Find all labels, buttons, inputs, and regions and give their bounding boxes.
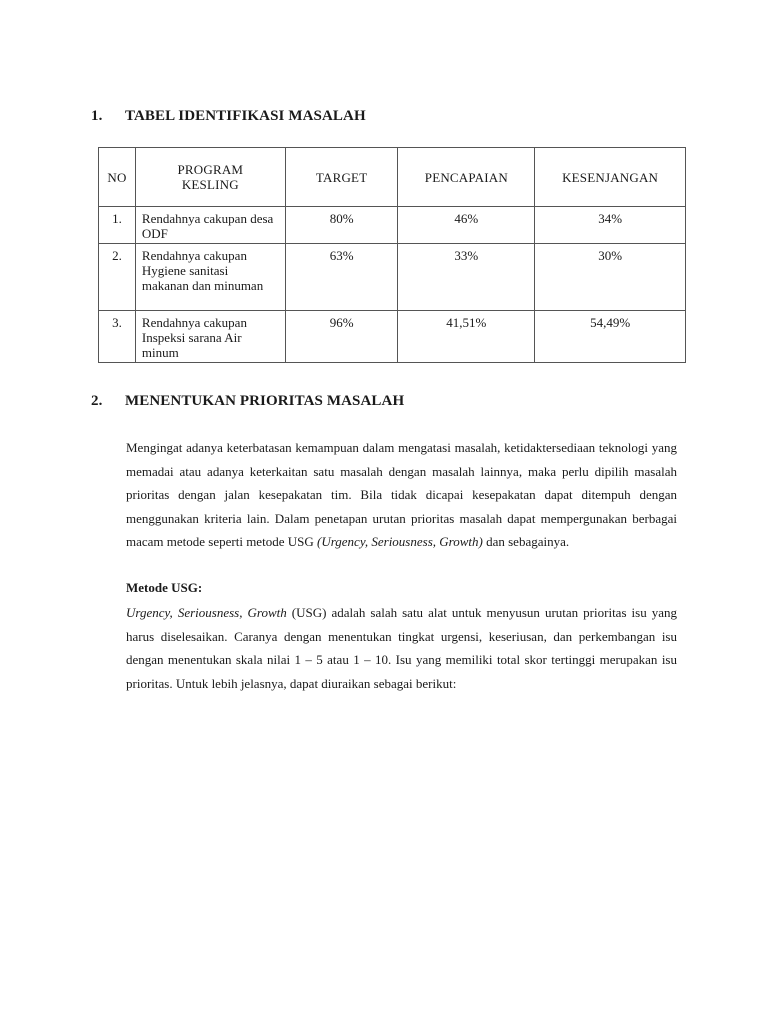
section-title: MENENTUKAN PRIORITAS MASALAH [125,393,405,409]
cell-program: Rendahnya cakupan desa ODF [135,207,285,244]
priority-paragraph [126,436,677,554]
header-pencapaian: PENCAPAIAN [398,148,535,207]
usg-method-title: Metode USG: [126,580,203,595]
usg-text: (USG) adalah salah satu alat untuk menyusun urutan prioritas isu yang harus diselesaikan. Caranya dengan menentukan tingkat urgensi, keseriusan, dan perkembangan isu dengan menentukan skala nilai 1 – 5 atau 1 – 10. Isu yang memiliki total skor tertinggi merupakan isu prioritas. Untuk lebih jelasnya, dapat diuraikan sebagai berikut: [126,605,677,691]
cell-no: 2. [99,244,136,311]
usg-paragraph [126,601,677,695]
cell-pencapaian: 46% [398,207,535,244]
cell-pencapaian: 41,51% [398,311,535,363]
section-title: TABEL IDENTIFIKASI MASALAH [125,108,366,124]
cell-kesenjangan: 34% [535,207,686,244]
cell-no: 1. [99,207,136,244]
table-row [99,207,686,244]
cell-kesenjangan: 30% [535,244,686,311]
header-program: PROGRAM KESLING [135,148,285,207]
cell-program: Rendahnya cakupan Hygiene sanitasi makanan dan minuman [135,244,285,311]
header-kesenjangan: KESENJANGAN [535,148,686,207]
table-row [99,244,686,311]
cell-target: 63% [285,244,398,311]
table-header-row [99,148,686,207]
problem-identification-table [98,147,686,363]
cell-target: 80% [285,207,398,244]
paragraph-tail: dan sebagainya. [482,534,570,549]
section-2-heading [91,393,404,410]
cell-pencapaian: 33% [398,244,535,311]
section-number: 1. [91,108,103,124]
usg-italic: Urgency, Seriousness, Growth [126,605,287,620]
section-1-heading [91,108,366,125]
cell-kesenjangan: 54,49% [535,311,686,363]
cell-target: 96% [285,311,398,363]
header-target: TARGET [285,148,398,207]
table-row [99,311,686,363]
cell-program: Rendahnya cakupan Inspeksi sarana Air minum [135,311,285,363]
header-no: NO [99,148,136,207]
section-number: 2. [91,393,103,409]
paragraph-text: Mengingat adanya keterbatasan kemampuan dalam mengatasi masalah, ketidaktersediaan teknologi yang memadai atau adanya keterkaitan satu masalah dengan masalah lainnya, maka perlu dipilih masalah prioritas dengan jalan kesepakatan tim. Bila tidak dicapai kesepakatan dapat ditempuh dengan menggunakan kriteria lain. Dalam penetapan urutan prioritas masalah dapat mempergunakan berbagai macam metode seperti metode USG [126,440,677,549]
cell-no: 3. [99,311,136,363]
paragraph-italic: (Urgency, Seriousness, Growth) [316,534,483,549]
